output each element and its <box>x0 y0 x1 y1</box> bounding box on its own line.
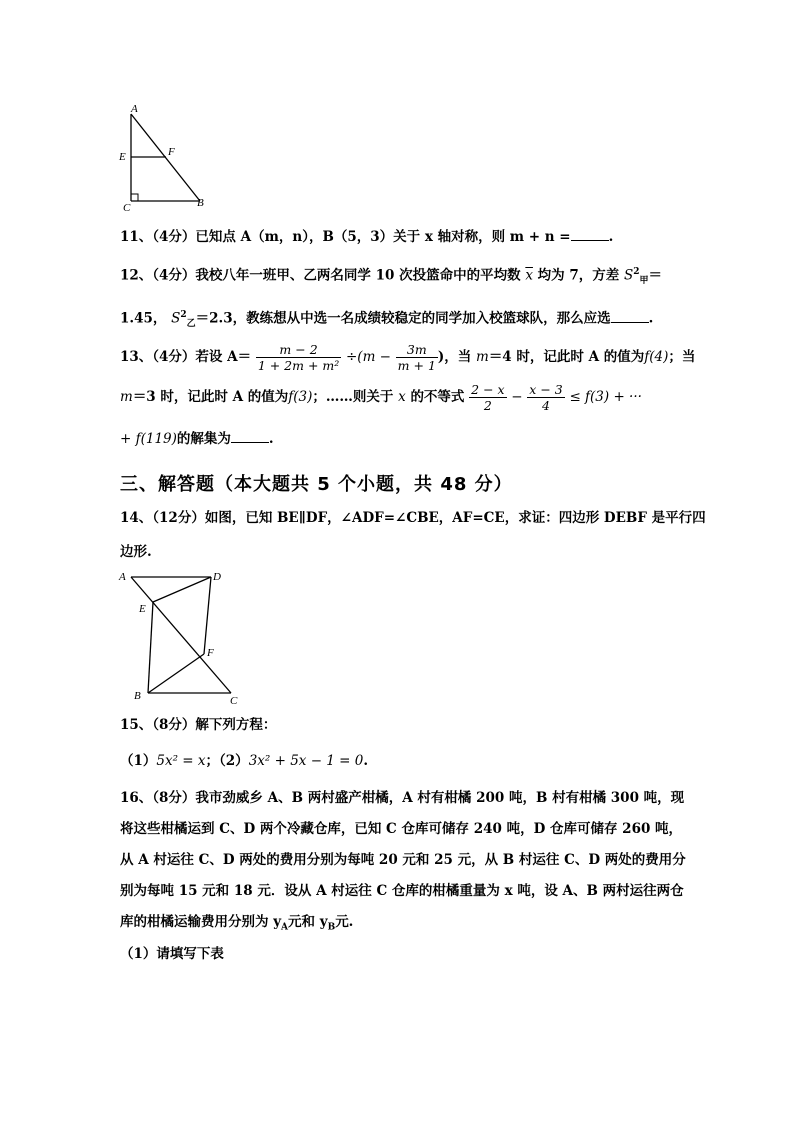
question-12-line1 <box>120 263 662 290</box>
q13-fraction-4: $\frac{x - 3}{4}$ <box>529 382 563 413</box>
label-c: C <box>123 202 131 214</box>
q16-text2: 将这些柑橘运到 C、D 两个冷藏仓库，已知 C 仓库可储存 240 吨，D 仓库可储存 260 吨， <box>120 821 683 837</box>
q13-b3: 的不等式 <box>410 389 465 405</box>
q12-s-jia: S <box>623 267 634 284</box>
q13-fraction-2: $\frac{3m}{m + 1}$ <box>397 342 436 373</box>
q16-text5c: 元. <box>335 914 354 930</box>
q12-text1: 12、（4分）我校八年一班甲、乙两名同学 10 次投篮命中的平均数 <box>120 267 521 284</box>
q11-period: . <box>608 229 614 245</box>
q13-a4: ；当 <box>668 349 696 365</box>
q13-m: m <box>476 349 489 365</box>
question-15-line1 <box>120 716 276 734</box>
q12-text1b: 均为 7，方差 <box>537 267 620 284</box>
question-16-line6 <box>120 945 224 963</box>
q11-answer-blank[interactable] <box>571 228 609 241</box>
q12-sup: 2 <box>633 267 640 277</box>
section-3-heading: 三、解答题（本大题共 5 个小题，共 48 分） <box>120 474 513 495</box>
q12-answer-blank[interactable] <box>611 310 649 323</box>
label-c: C <box>230 695 238 707</box>
question-16-line5 <box>120 913 353 937</box>
q16-sub-a: A <box>281 922 289 933</box>
label-a: A <box>119 571 126 583</box>
question-16-line2 <box>120 820 682 838</box>
q13-div: ÷(m − <box>345 349 391 365</box>
q12-text2a: 1.45， <box>120 310 167 327</box>
label-f: F <box>168 146 175 158</box>
question-13-line2 <box>120 380 642 414</box>
question-16-line3 <box>120 851 686 869</box>
segment-eb <box>148 602 153 693</box>
q15-end: . <box>363 753 369 769</box>
question-16-line4 <box>120 882 684 900</box>
q13-m-2: m <box>120 389 133 405</box>
q13-a1: 13、（4分）若设 A＝ <box>120 349 252 365</box>
q15-text1: 15、（8分）解下列方程： <box>120 717 277 733</box>
q13-le: ≤ f(3) + ··· <box>569 389 642 405</box>
question-14-line1 <box>120 509 706 527</box>
segment-df <box>204 577 211 654</box>
label-a: A <box>131 103 138 115</box>
q12-sup-2: 2 <box>180 310 187 320</box>
question-13-line3 <box>120 430 274 448</box>
q12-text2b: ＝2.3，教练想从中选一名成绩较稳定的同学加入校篮球队，那么应选 <box>195 310 611 327</box>
segment-ac <box>131 577 231 693</box>
q13-f4: f(4) <box>644 349 669 365</box>
q16-text6: （1）请填写下表 <box>120 946 224 962</box>
q12-period: . <box>648 310 654 327</box>
q16-sub-b: B <box>327 922 336 933</box>
q12-s-yi: S <box>171 310 181 327</box>
q16-text5a: 库的柑橘运输费用分别为 y <box>120 914 282 930</box>
q13-a3: ＝4 时，记此时 A 的值为 <box>488 349 645 365</box>
q13-minus: − <box>511 389 523 405</box>
q13-c2: 的解集为 <box>176 431 231 447</box>
triangle-figure <box>112 102 212 214</box>
q15-sep: ；（2） <box>205 753 249 769</box>
q12-sub-yi: 乙 <box>186 319 196 330</box>
q13-period: . <box>268 431 274 447</box>
label-e: E <box>119 151 126 163</box>
q13-fraction-1: $\frac{m - 2}{\text{1 + 2m + m²}}$ <box>257 342 340 373</box>
label-b: B <box>134 690 141 702</box>
label-b: B <box>197 197 204 209</box>
q13-fraction-3: $\frac{2 - x}{2}$ <box>471 382 505 413</box>
question-15-line2 <box>120 752 368 770</box>
q14-text1: 14、（12分）如图，已知 BE∥DF，∠ADF=∠CBE，AF=CE，求证：四边形 DEBF 是平行四 <box>120 510 706 526</box>
q16-text5b: 元和 y <box>288 914 328 930</box>
q13-c1: + f(119) <box>120 431 177 447</box>
question-12-line2 <box>120 306 653 333</box>
label-f: F <box>207 647 214 659</box>
question-13-line1 <box>120 340 695 374</box>
q11-text: 11、（4分）已知点 A（m，n），B（5，3）关于 x 轴对称，则 m + n = <box>120 229 571 245</box>
q15-eq2: 3x² + 5x − 1 = 0 <box>248 753 364 769</box>
q12-eq: ＝ <box>648 267 662 284</box>
q13-b1: ＝3 时，记此时 A 的值为 <box>132 389 289 405</box>
label-d: D <box>213 571 221 583</box>
label-e: E <box>139 603 146 615</box>
segment-bf <box>148 654 204 693</box>
q16-text1: 16、（8分）我市劲威乡 A、B 两村盛产柑橘，A 村有柑橘 200 吨，B 村有柑橘 300 吨，现 <box>120 790 685 806</box>
segment-de <box>153 577 211 602</box>
q13-x: x <box>398 389 406 405</box>
q13-a2: )，当 <box>437 349 472 365</box>
q16-text3: 从 A 村运往 C、D 两处的费用分别为每吨 20 元和 25 元，从 B 村运往 C、D 两处的费用分 <box>120 852 686 868</box>
q12-xbar: $\overline{x}$ <box>525 267 533 284</box>
question-16-line1 <box>120 789 684 807</box>
q15-p1: （1） <box>120 753 157 769</box>
q16-text4: 别为每吨 15 元和 18 元．设从 A 村运往 C 仓库的柑橘重量为 x 吨，设 A、B 两村运往两仓 <box>120 883 684 899</box>
quadrilateral-figure <box>115 565 245 707</box>
right-angle-mark <box>131 194 138 201</box>
question-14-line2 <box>120 543 152 561</box>
q13-f3: f(3) <box>288 389 313 405</box>
q13-answer-blank[interactable] <box>231 430 269 443</box>
q15-eq1: 5x² = x <box>156 753 206 769</box>
q13-b2: ；……则关于 <box>312 389 394 405</box>
q14-text2: 边形. <box>120 544 152 560</box>
question-11 <box>120 228 613 246</box>
q12-sub-jia: 甲 <box>639 276 649 287</box>
